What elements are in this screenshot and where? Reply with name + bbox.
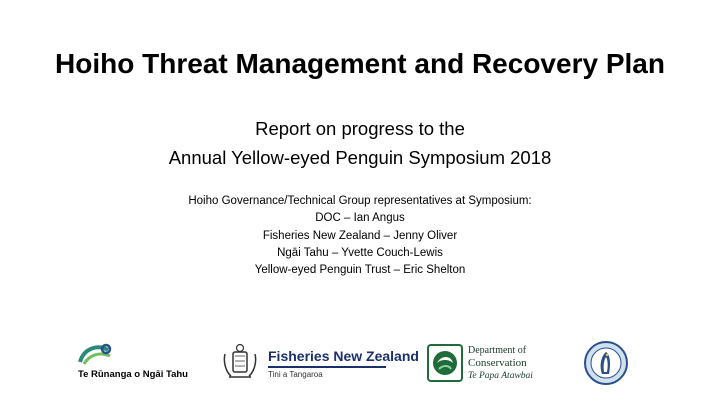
coat-of-arms-icon (220, 342, 260, 382)
representatives-heading: Hoiho Governance/Technical Group representatives at Symposium: (188, 195, 532, 207)
fisheries-subtitle: Tini a Tangaroa (268, 370, 323, 379)
slide-title: Hoiho Threat Management and Recovery Plan (55, 48, 665, 79)
doc-line-1: Department of (468, 345, 527, 356)
koru-wave-icon (78, 340, 114, 368)
representatives-list (0, 193, 720, 279)
fisheries-divider (268, 366, 386, 368)
runanga-logo (78, 340, 200, 384)
doc-line-2: Conservation (468, 357, 527, 369)
subtitle-line-1: Report on progress to the (255, 118, 465, 139)
representative-penguin-trust: Yellow-eyed Penguin Trust – Eric Shelton (254, 264, 466, 277)
penguin-seal-icon (583, 340, 629, 386)
representative-doc: DOC – Ian Angus (315, 212, 405, 225)
doc-emblem-icon (426, 343, 464, 383)
fisheries-name: Fisheries New Zealand (268, 348, 419, 364)
doc-line-3: Te Papa Atawbai (468, 371, 533, 381)
runanga-name: Te Rūnanga o Ngāi Tahu (78, 369, 188, 380)
representative-fisheries: Fisheries New Zealand – Jenny Oliver (262, 229, 458, 242)
subtitle-line-2: Annual Yellow-eyed Penguin Symposium 2018 (168, 147, 552, 168)
representative-ngai-tahu: Ngāi Tahu – Yvette Couch-Lewis (277, 246, 443, 259)
fisheries-nz-logo (220, 342, 419, 382)
penguin-trust-logo (583, 340, 629, 386)
doc-logo (426, 341, 536, 385)
